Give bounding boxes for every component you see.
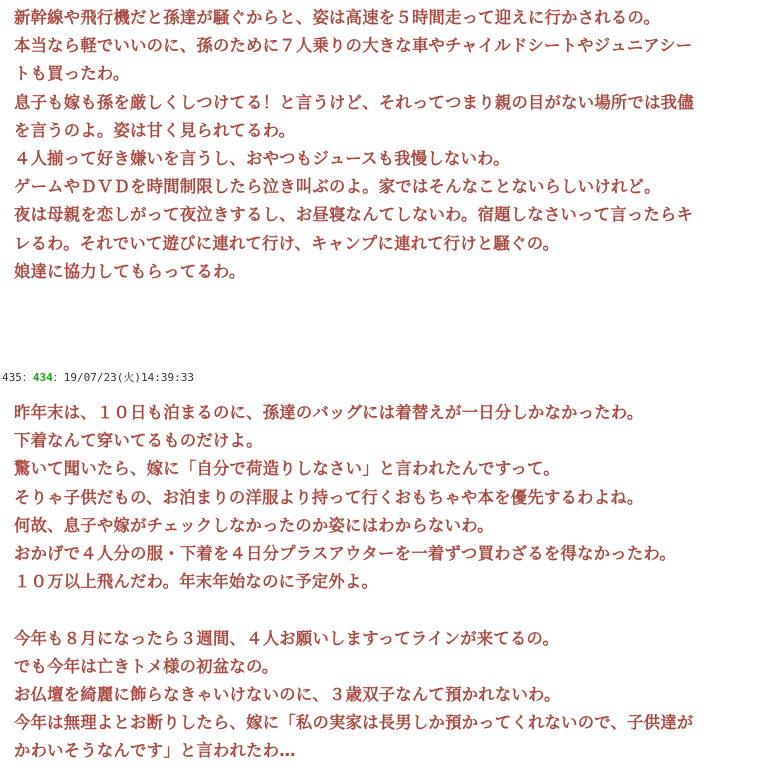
message-line: 新幹線や飛行機だと孫達が騒ぐからと、姿は高速を５時間走って迎えに行かされるの。 — [14, 8, 661, 27]
paragraph-break — [14, 596, 759, 624]
post-number: 435 — [2, 371, 22, 384]
message-line: レるわ。それでいて遊びに連れて行け、キャンプに連れて行けと騒ぐの。 — [14, 233, 560, 253]
header-separator: ： — [52, 371, 64, 384]
message-line: 今年も８月になったら３週間、４人お願いしますってラインが来てるの。 — [14, 628, 560, 648]
post-header — [2, 369, 194, 385]
message-line: 娘達に協力してもらってるわ。 — [14, 261, 246, 281]
message-line: でも今年は亡きトメ様の初盆なの。 — [14, 656, 279, 676]
message-line: お仏壇を綺麗に飾らなきゃいけないのに、３歳双子なんて預かれないわ。 — [14, 685, 561, 705]
message-line: 息子も嫁も孫を厳しくしつけてる！と言うけど、それってつまり親の目がない場所では我儘 — [14, 92, 694, 112]
message-line: 本当なら軽でいいのに、孫のために７人乗りの大きな車やチャイルドシートやジュニアシー — [14, 36, 693, 56]
message-line: １０万以上飛んだわ。年末年始なのに予定外よ。 — [14, 572, 379, 592]
message-line: 何故、息子や嫁がチェックしなかったのか姿にはわからないわ。 — [14, 515, 494, 535]
post-message-bottom — [14, 399, 759, 766]
message-line: ４人揃って好き嫌いを言うし、おやつもジュースも我慢しないわ。 — [14, 149, 510, 169]
post-message-top — [14, 4, 759, 286]
message-line: 下着なんて穿いてるものだけよ。 — [14, 431, 263, 451]
message-line: 夜は母親を恋しがって夜泣きするし、お昼寝なんてしないわ。宿題しなさいって言ったらキ — [14, 205, 694, 225]
post-datetime: 19/07/23(火)14:39:33 — [63, 371, 194, 384]
message-line: ゲームやＤＶＤを時間制限したら泣き叫ぶのよ。家ではそんなことないらしいけれど。 — [14, 177, 661, 197]
message-line: 今年は無理よとお断りしたら、嫁に「私の実家は長男しか預かってくれないので、子供達が — [14, 713, 694, 733]
poster-name-link[interactable]: 434 — [32, 371, 53, 384]
message-line: を言うのよ。姿は甘く見られてるわ。 — [14, 120, 296, 140]
header-separator: ： — [21, 371, 33, 384]
message-line: トも買ったわ。 — [14, 64, 130, 84]
message-line: 昨年末は、１０日も泊まるのに、孫達のバッグには着替えが一日分しかなかったわ。 — [14, 403, 644, 422]
message-line: おかげで４人分の服・下着を４日分プラスアウターを一着ずつ買わざるを得なかったわ。 — [14, 544, 676, 564]
message-line: 驚いて聞いたら、嫁に「自分で荷造りしなさい」と言われたんですって。 — [14, 459, 560, 479]
message-line: そりゃ子供だもの、お泊まりの洋服より持って行くおもちゃや本を優先するわよね。 — [14, 487, 644, 507]
message-line: かわいそうなんです」と言われたわ… — [14, 741, 296, 761]
